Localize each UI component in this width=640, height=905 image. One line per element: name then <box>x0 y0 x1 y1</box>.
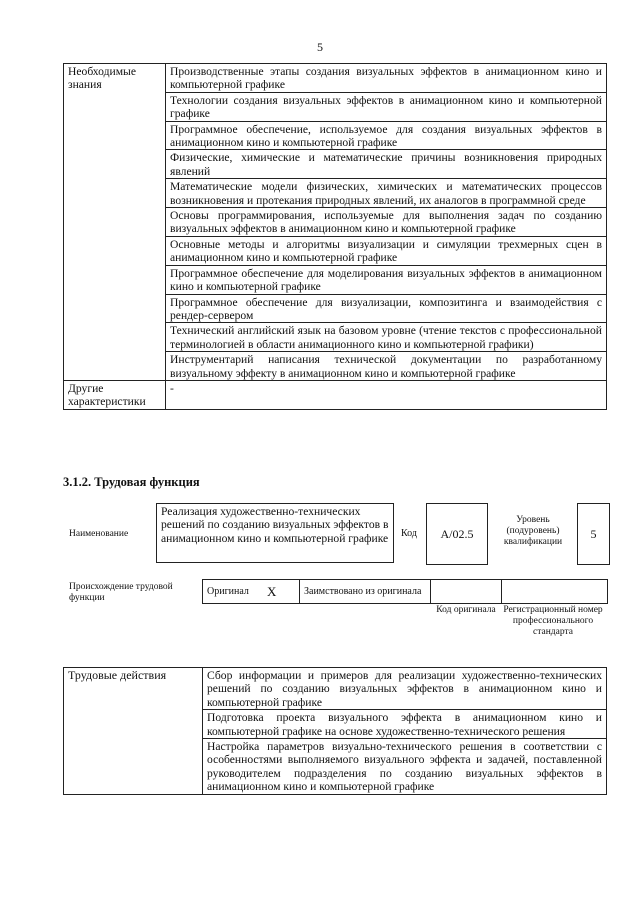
action-item: Подготовка проекта визуального эффекта в анимационном кино и компьютерной графике на основе художественно-технического решения <box>203 710 607 739</box>
section-title: 3.1.2. Трудовая функция <box>63 475 200 489</box>
original-mark: X <box>263 580 300 604</box>
table-row <box>64 380 607 409</box>
knowledge-item: Программное обеспечение для моделирования визуальных эффектов в анимационном кино и компьютерной графике <box>166 265 607 294</box>
original-code-cell <box>431 580 502 604</box>
origin-table <box>202 579 608 604</box>
table-row <box>64 668 607 710</box>
knowledge-table <box>63 63 607 410</box>
reg-number-cell <box>502 580 608 604</box>
table-row <box>203 580 608 604</box>
knowledge-item: Технологии создания визуальных эффектов в анимационном кино и компьютерной графике <box>166 92 607 121</box>
knowledge-item: Производственные этапы создания визуальных эффектов в анимационном кино и компьютерной графике <box>166 64 607 93</box>
knowledge-item: Математические модели физических, химических и математических процессов возникновения и протекания природных явлений, их аналогов в программной среде <box>166 179 607 208</box>
knowledge-item: Программное обеспечение для визуализации, композитинга и взаимодействия с рендер-сервером <box>166 294 607 323</box>
page-number: 5 <box>317 40 323 54</box>
origin-label: Происхождение трудовой функции <box>69 582 173 603</box>
other-value: - <box>166 380 607 409</box>
knowledge-item: Основные методы и алгоритмы визуализации и симуляции трехмерных сцен в анимационном кино и компьютерной графике <box>166 236 607 265</box>
knowledge-item: Физические, химические и математические причины возникновения природных явлений <box>166 150 607 179</box>
function-level: 5 <box>577 503 610 565</box>
level-label: Уровень (подуровень) квалификации <box>503 515 563 547</box>
knowledge-item: Инструментарий написания технической документации по разработанному визуальному эффекту в анимационном кино и компьютерной графике <box>166 352 607 381</box>
function-name: Реализация художественно-технических решений по созданию визуальных эффектов в анимационном кино и компьютерной графике <box>156 503 394 563</box>
other-label: Другие характеристики <box>64 380 166 409</box>
knowledge-label: Необходимые знания <box>64 64 166 381</box>
borrowed-label: Заимствовано из оригинала <box>300 580 431 604</box>
code-label: Код <box>401 528 417 539</box>
original-label: Оригинал <box>203 580 264 604</box>
knowledge-item: Технический английский язык на базовом уровне (чтение текстов с профессиональной терминологией в области анимационного кино и компьютерной графики) <box>166 323 607 352</box>
code-original-label: Код оригинала <box>436 605 496 615</box>
knowledge-item: Основы программирования, используемые для выполнения задач по созданию визуальных эффектов в анимационном кино и компьютерной графике <box>166 208 607 237</box>
reg-number-label: Регистрационный номер профессионального стандарта <box>503 605 603 637</box>
table-row <box>64 64 607 93</box>
function-code: A/02.5 <box>426 503 488 565</box>
actions-table <box>63 667 607 795</box>
action-item: Настройка параметров визуально-технического решения в соответствии с особенностями выполняемого визуального эффекта и задачей, поставленной руководителем подразделения по созданию визуальных эффектов в анимационном кино и компьютерной графике <box>203 739 607 795</box>
knowledge-item: Программное обеспечение, используемое для создания визуальных эффектов в анимационном кино и компьютерной графике <box>166 121 607 150</box>
name-label: Наименование <box>69 529 129 539</box>
action-item: Сбор информации и примеров для реализации художественно-технических решений по созданию визуальных эффектов в анимационном кино и компьютерной графике <box>203 668 607 710</box>
actions-label: Трудовые действия <box>64 668 203 795</box>
